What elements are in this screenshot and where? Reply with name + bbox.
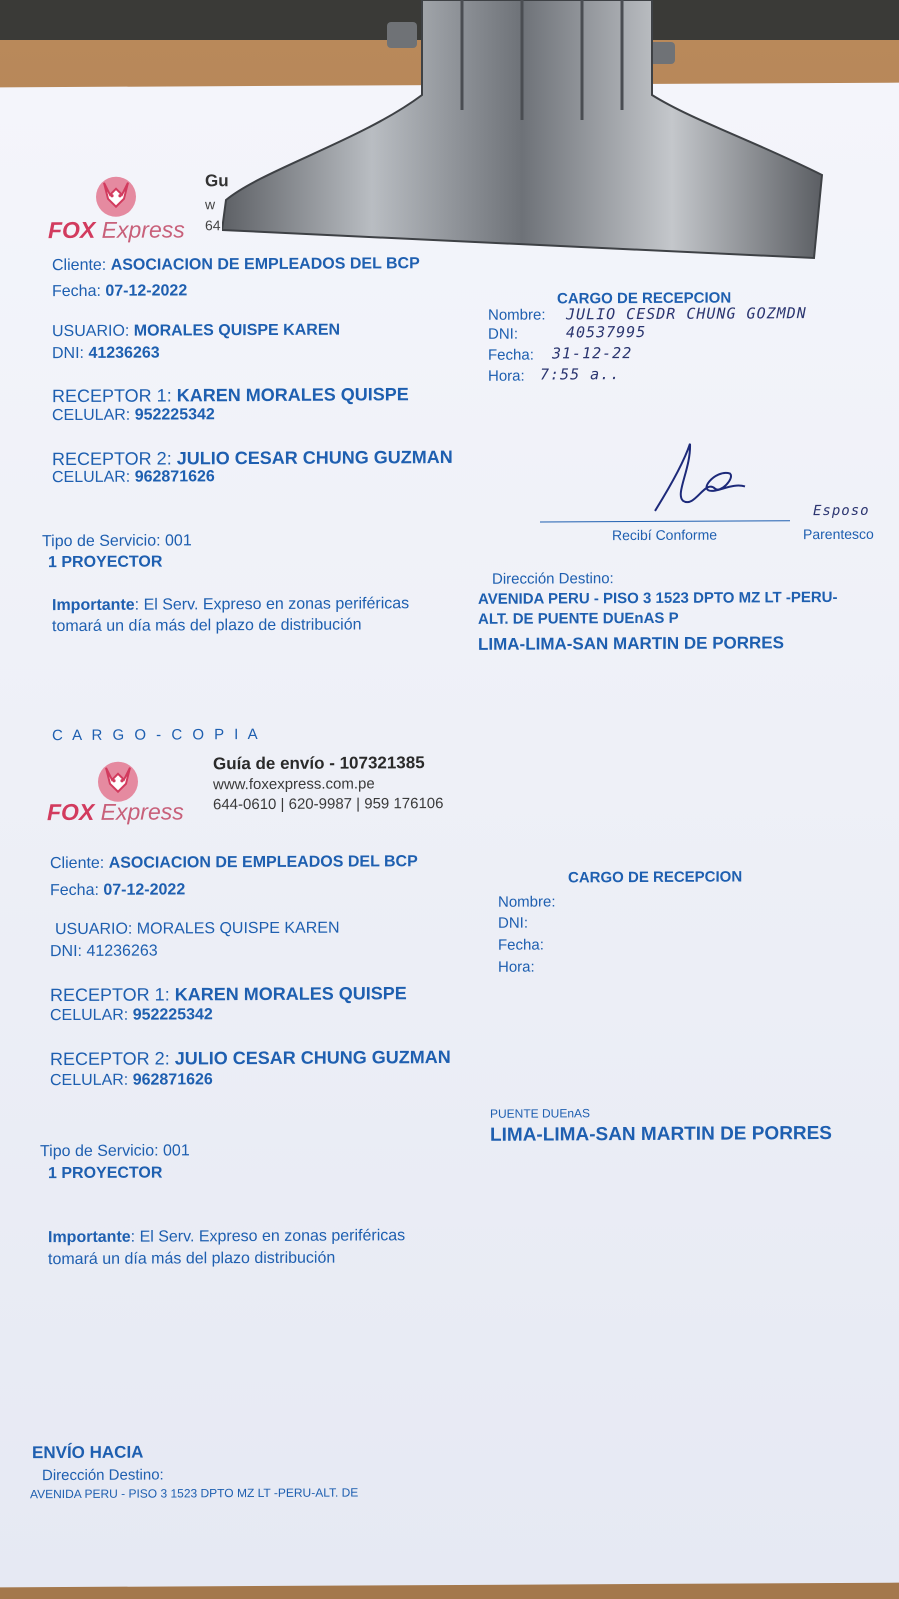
- fox-logo-icon: [90, 167, 142, 219]
- fecha-label: Fecha:: [498, 936, 544, 954]
- importante-line: Importante: El Serv. Expreso en zonas periféricas: [48, 1227, 406, 1247]
- receptor2-line: RECEPTOR 2: JULIO CESAR CHUNG GUZMAN: [50, 1046, 451, 1070]
- parentesco-label: Parentesco: [803, 525, 874, 543]
- celular2-line: CELULAR: 962871626: [50, 1071, 213, 1090]
- hora-label: Hora:: [488, 367, 525, 385]
- brand-logo-text: FOX Express: [47, 798, 184, 826]
- dni-handwritten: 40537995: [566, 322, 647, 342]
- direccion-line-1: AVENIDA PERU - PISO 3 1523 DPTO MZ LT -PERU-: [478, 588, 838, 608]
- tipo-servicio: Tipo de Servicio: 001: [40, 1142, 190, 1161]
- importante-line-2: tomará un día más del plazo distribución: [48, 1249, 336, 1269]
- item-line: 1 PROYECTOR: [48, 1164, 163, 1183]
- receptor1-line: RECEPTOR 1: KAREN MORALES QUISPE: [52, 384, 409, 407]
- hora-handwritten: 7:55 a..: [540, 365, 621, 384]
- client-line: Cliente: ASOCIACION DE EMPLEADOS DEL BCP: [50, 853, 418, 873]
- hora-label: Hora:: [498, 958, 535, 976]
- fox-logo-icon: [92, 752, 144, 804]
- guia-partial: Gu: [205, 171, 229, 191]
- phones: 644-0610 | 620-9987 | 959 176106: [213, 795, 444, 814]
- dni-label: DNI:: [488, 325, 518, 343]
- envio-hacia: ENVÍO HACIA: [32, 1442, 144, 1463]
- website: www.foxexpress.com.pe: [213, 775, 375, 794]
- receptor2-line: RECEPTOR 2: JULIO CESAR CHUNG GUZMAN: [52, 446, 453, 470]
- direccion-label: Dirección Destino:: [42, 1466, 164, 1485]
- celular1-line: CELULAR: 952225342: [50, 1006, 213, 1025]
- brand-logo-text: FOX Express: [48, 216, 185, 244]
- shipping-document: [0, 83, 899, 1588]
- guia-envio: Guía de envío - 107321385: [213, 753, 425, 774]
- celular1-line: CELULAR: 952225342: [52, 406, 215, 425]
- fecha-line: Fecha: 07-12-2022: [50, 881, 186, 900]
- signature-icon: [645, 438, 755, 519]
- receptor1-line: RECEPTOR 1: KAREN MORALES QUISPE: [50, 983, 407, 1006]
- client-line: Cliente: ASOCIACION DE EMPLEADOS DEL BCP: [52, 255, 420, 275]
- nombre-handwritten: JULIO CESDR CHUNG GOZMDN: [566, 304, 807, 324]
- direccion-line-3: LIMA-LIMA-SAN MARTIN DE PORRES: [478, 633, 784, 654]
- web-partial: w: [205, 196, 216, 213]
- parentesco-handwritten: Esposo: [813, 502, 870, 520]
- usuario-line: USUARIO: MORALES QUISPE KAREN: [52, 321, 341, 341]
- usuario-line: USUARIO: MORALES QUISPE KAREN: [55, 919, 340, 939]
- dni-line: DNI: 41236263: [50, 942, 158, 961]
- celular2-line: CELULAR: 962871626: [52, 468, 215, 487]
- nombre-label: Nombre:: [498, 893, 556, 911]
- tipo-servicio: Tipo de Servicio: 001: [42, 532, 192, 551]
- copia-header: C A R G O - C O P I A: [52, 725, 261, 745]
- direccion-line-1: AVENIDA PERU - PISO 3 1523 DPTO MZ LT -PERU-ALT. DE: [30, 1485, 359, 1502]
- dni-line: DNI: 41236263: [52, 344, 160, 363]
- direccion-label: Dirección Destino:: [492, 570, 614, 588]
- dni-label: DNI:: [498, 914, 528, 932]
- fecha-line: Fecha: 07-12-2022: [52, 282, 188, 301]
- importante-line-2: tomará un día más del plazo de distribución: [52, 616, 362, 636]
- fecha-handwritten: 31-12-22: [552, 344, 633, 363]
- item-line: 1 PROYECTOR: [48, 553, 163, 572]
- metal-clip-icon: [222, 0, 832, 262]
- lima-line: LIMA-LIMA-SAN MARTIN DE PORRES: [490, 1122, 832, 1146]
- cargo-title: CARGO DE RECEPCION: [557, 289, 732, 308]
- phone-partial: 64: [205, 217, 221, 234]
- fecha-label: Fecha:: [488, 346, 534, 364]
- importante-line: Importante: El Serv. Expreso en zonas periféricas: [52, 595, 410, 615]
- direccion-line-2: ALT. DE PUENTE DUEnAS P: [478, 609, 679, 628]
- cargo-title: CARGO DE RECEPCION: [568, 868, 743, 887]
- puente-line: PUENTE DUEnAS: [490, 1106, 591, 1121]
- signature-line: [540, 520, 790, 522]
- nombre-label: Nombre:: [488, 306, 546, 324]
- recibi-conforme: Recibí Conforme: [612, 526, 718, 544]
